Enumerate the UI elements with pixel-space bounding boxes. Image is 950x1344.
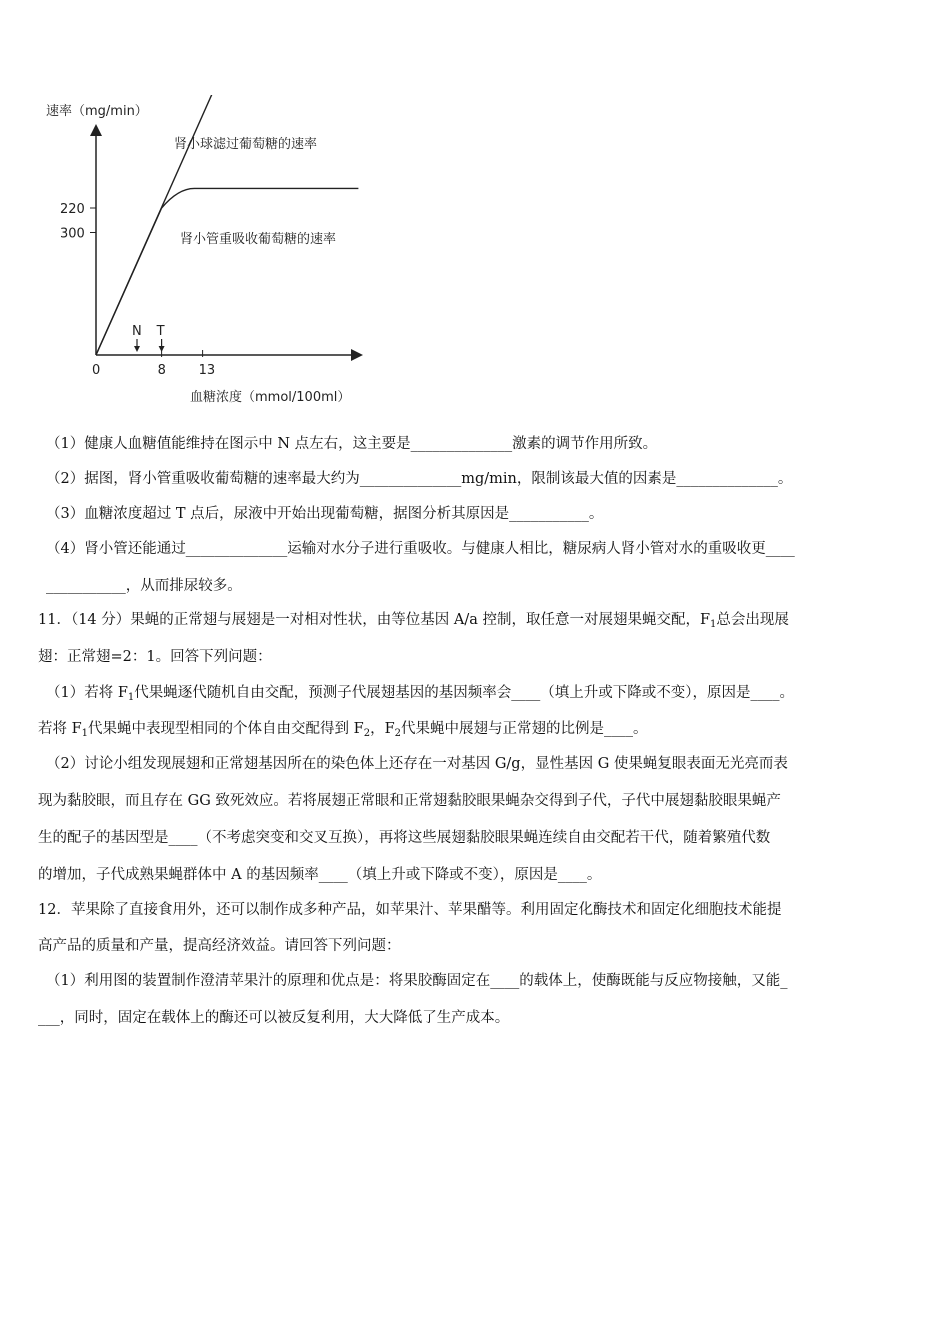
question-11-part-2-line2: 现为黏胶眼，而且存在 GG 致死效应。若将展翅正常眼和正常翅黏胶眼果蝇杂交得到子代，子代中展翅黏胶眼果蝇产	[38, 793, 781, 809]
marker-arrowhead-N	[134, 346, 140, 352]
marker-label-T: T	[156, 324, 165, 339]
question-10-part-4-cont: ___________，从而排尿较多。	[46, 578, 242, 594]
x-tick-label: 8	[157, 363, 166, 378]
question-12-part-1-cont: ___，同时，固定在载体上的酶还可以被反复利用，大大降低了生产成本。	[38, 1010, 510, 1026]
axis-ticks	[60, 202, 215, 378]
question-11-part-2-line4: 的增加，子代成熟果蝇群体中 A 的基因频率____（填上升或下降或不变），原因是____。	[38, 867, 602, 883]
question-11-intro: 11．（14 分）果蝇的正常翅与展翅是一对相对性状，由等位基因 A/a 控制，取任意一对展翅果蝇交配，$F_1$总会出现展	[38, 612, 789, 630]
y-tick-label: 220	[60, 202, 85, 217]
x-tick-label: 13	[198, 363, 216, 378]
question-10-part-4: （4）肾小管还能通过______________运输对水分子进行重吸收。与健康人相比，糖尿病人肾小管对水的重吸收更____	[46, 541, 795, 557]
question-10-part-2: （2）据图，肾小管重吸收葡萄糖的速率最大约为______________mg/min，限制该最大值的因素是______________。	[46, 471, 793, 487]
question-10-part-1: （1）健康人血糖值能维持在图示中 N 点左右，这主要是______________激素的调节作用所致。	[46, 436, 658, 452]
series-label-reabsorption: 肾小管重吸收葡萄糖的速率	[180, 232, 337, 247]
question-12-intro: 12．苹果除了直接食用外，还可以制作成多种产品，如苹果汁、苹果醋等。利用固定化酶技术和固定化细胞技术能提	[38, 902, 782, 918]
series-label-filtration: 肾小球滤过葡萄糖的速率	[174, 137, 318, 152]
series-lines	[96, 95, 358, 355]
question-11-part-2-line3: 生的配子的基因型是____（不考虑突变和交叉互换），再将这些展翅黏胶眼果蝇连续自由交配若干代，随着繁殖代数	[38, 830, 771, 846]
marker-label-N: N	[132, 324, 142, 339]
question-11-part-1-cont: 若将 $F_1$代果蝇中表现型相同的个体自由交配得到 $F_2$，$F_2$代果蝇中展翅与正常翅的比例是____。	[38, 721, 648, 739]
x-tick-label: 0	[92, 363, 101, 378]
question-11-intro-cont: 翅：正常翅=2：1。回答下列问题：	[38, 649, 272, 665]
question-12-part-1: （1）利用图的装置制作澄清苹果汁的原理和优点是：将果胶酶固定在____的载体上，使酶既能与反应物接触，又能_	[46, 973, 788, 989]
question-11-part-1: （1）若将 $F_1$代果蝇逐代随机自由交配，预测子代展翅基因的基因频率会____（填上升或下降或不变），原因是____。	[46, 685, 795, 703]
question-11-part-2: （2）讨论小组发现展翅和正常翅基因所在的染色体上还存在一对基因 G/g，显性基因 G 使果蝇复眼表面无光亮而表	[46, 756, 788, 772]
question-12-intro-cont: 高产品的质量和产量，提高经济效益。请回答下列问题：	[38, 938, 401, 954]
y-tick-label: 300	[60, 226, 85, 242]
y-axis-label: 速率（mg/min）	[46, 104, 148, 119]
x-axis-label: 血糖浓度（mmol/100ml）	[190, 390, 351, 405]
question-10-part-3: （3）血糖浓度超过 T 点后，尿液中开始出现葡萄糖，据图分析其原因是___________。	[46, 506, 604, 522]
series-line-0	[96, 95, 235, 355]
glucose-rate-chart	[40, 95, 380, 410]
marker-arrowhead-T	[159, 346, 165, 352]
